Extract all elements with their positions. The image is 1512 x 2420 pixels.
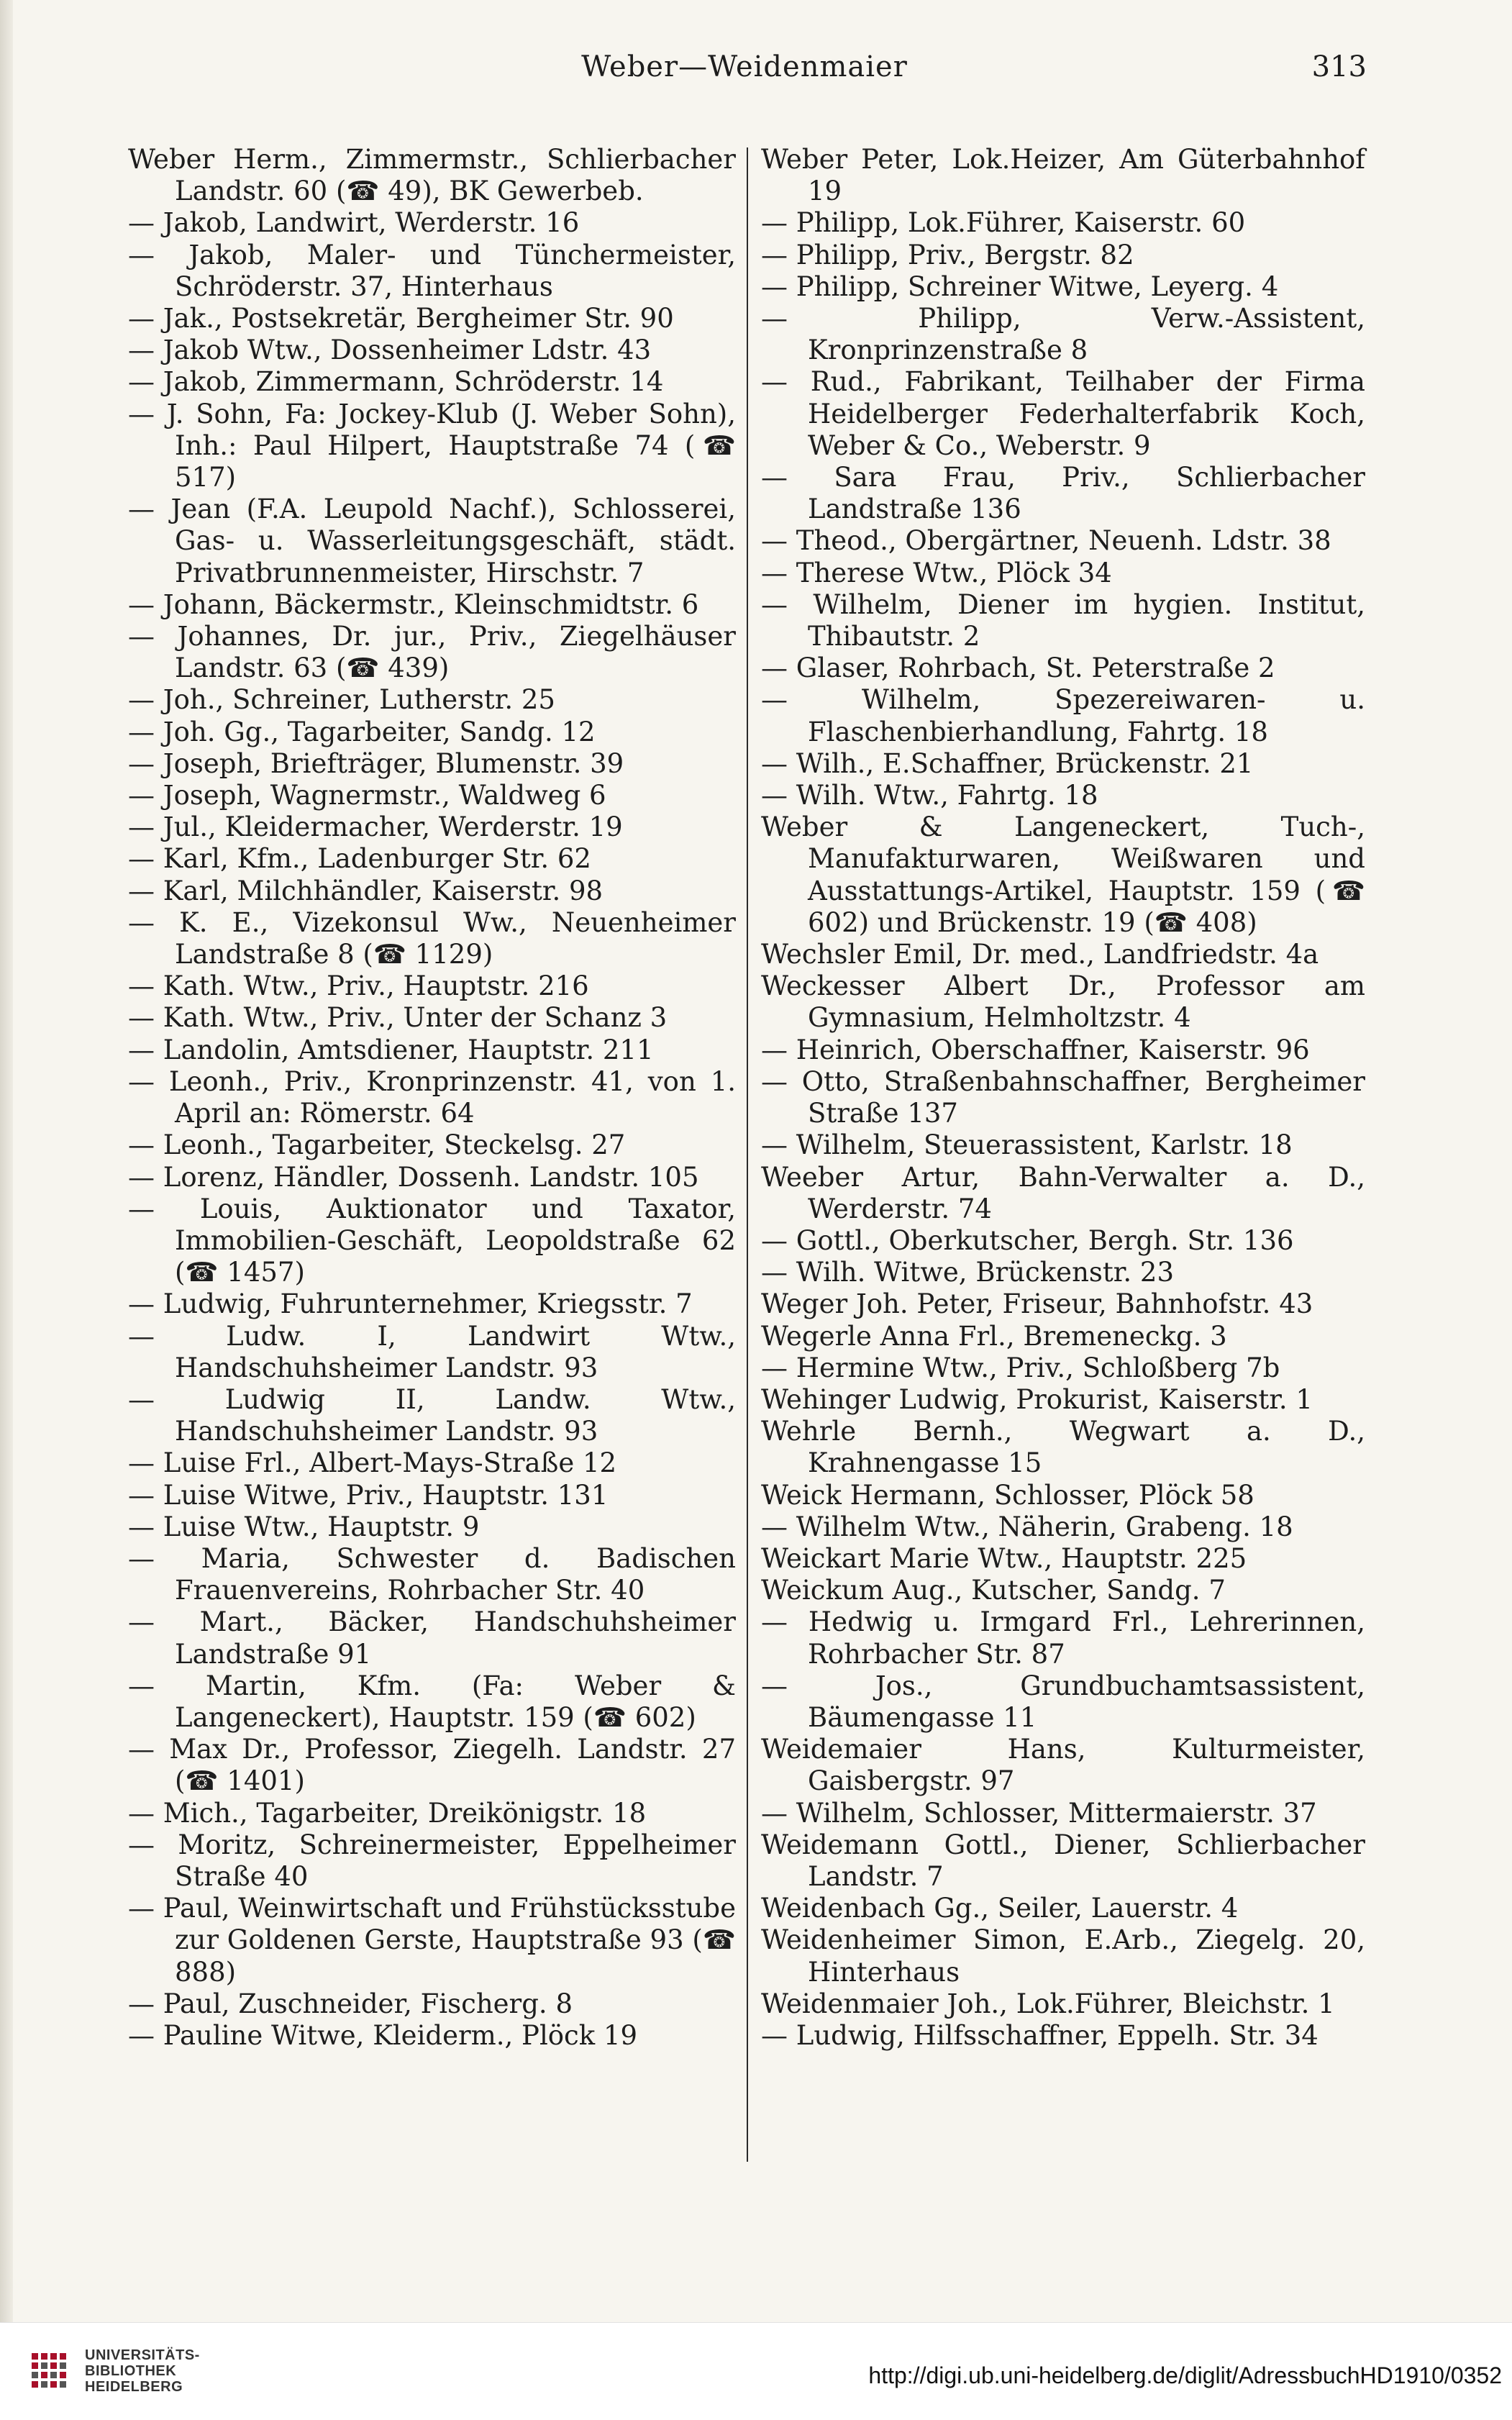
directory-entry: Weckesser Albert Dr., Professor am Gymnasium, Helmholtzstr. 4	[761, 970, 1365, 1034]
directory-entry: — Wilh. Wtw., Fahrtg. 18	[761, 780, 1098, 811]
directory-entry: — Moritz, Schreinermeister, Eppelheimer Straße 40	[128, 1829, 736, 1892]
directory-entry: — Theod., Obergärtner, Neuenh. Ldstr. 38	[761, 525, 1331, 557]
directory-entry: — Karl, Milchhändler, Kaiserstr. 98	[128, 875, 604, 906]
directory-entry: — Johann, Bäckermstr., Kleinschmidtstr. 6	[128, 588, 699, 620]
directory-entry: — Therese Wtw., Plöck 34	[761, 557, 1112, 588]
column-divider	[747, 147, 748, 2162]
directory-entry: — Jakob, Zimmermann, Schröderstr. 14	[128, 366, 664, 398]
library-logo-icon	[29, 2350, 72, 2393]
directory-entry: Wegerle Anna Frl., Bremeneckg. 3	[761, 1320, 1227, 1352]
directory-entry: Wehinger Ludwig, Prokurist, Kaiserstr. 1	[761, 1383, 1313, 1415]
directory-entry: Weickart Marie Wtw., Hauptstr. 225	[761, 1542, 1247, 1574]
library-name-line: UNIVERSITÄTS-	[85, 2347, 200, 2363]
directory-entry: — Maria, Schwester d. Badischen Frauenvereins, Rohrbacher Str. 40	[128, 1542, 736, 1606]
directory-entry: Wehrle Bernh., Wegwart a. D., Krahnengasse 15	[761, 1416, 1365, 1479]
directory-entry: — Landolin, Amtsdiener, Hauptstr. 211	[128, 1034, 654, 1065]
directory-entry: — Jak., Postsekretär, Bergheimer Str. 90	[128, 303, 674, 335]
directory-entry: — Mart., Bäcker, Handschuhsheimer Landstraße 91	[128, 1606, 736, 1670]
left-column	[128, 144, 736, 2173]
library-name-line: BIBLIOTHEK	[85, 2363, 177, 2379]
directory-entry: — Ludw. I, Landwirt Wtw., Handschuhsheimer Landstr. 93	[128, 1320, 736, 1383]
directory-entry: — J. Sohn, Fa: Jockey-Klub (J. Weber Sohn), Inh.: Paul Hilpert, Hauptstraße 74 (☎ 517)	[128, 398, 736, 493]
directory-entry: — Gottl., Oberkutscher, Bergh. Str. 136	[761, 1224, 1294, 1256]
directory-entry: — Otto, Straßenbahnschaffner, Bergheimer Straße 137	[761, 1065, 1365, 1129]
page-number: 313	[1311, 50, 1367, 83]
library-name-line: HEIDELBERG	[85, 2379, 183, 2395]
directory-entry: Weber Herm., Zimmermstr., Schlierbacher Landstr. 60 (☎ 49), BK Gewerbeb.	[128, 144, 736, 207]
directory-entry: Weidenmaier Joh., Lok.Führer, Bleichstr. 1	[761, 1988, 1335, 2019]
directory-entry: Weber Peter, Lok.Heizer, Am Güterbahnhof 19	[761, 144, 1365, 207]
directory-entry: — Jul., Kleidermacher, Werderstr. 19	[128, 811, 623, 843]
directory-entry: — Jean (F.A. Leupold Nachf.), Schlosserei, Gas- u. Wasserleitungsgeschäft, städt. Privatbrunnenmeister, Hirschstr. 7	[128, 493, 736, 588]
directory-entry: — Joseph, Briefträger, Blumenstr. 39	[128, 747, 624, 779]
footer-bar	[0, 2322, 1512, 2420]
page-header	[122, 50, 1367, 94]
directory-entry: — Wilhelm, Diener im hygien. Institut, Thibautstr. 2	[761, 588, 1365, 652]
directory-entry: — Ludwig, Fuhrunternehmer, Kriegsstr. 7	[128, 1288, 693, 1320]
directory-entry: — Hermine Wtw., Priv., Schloßberg 7b	[761, 1352, 1280, 1383]
directory-entry: — Wilhelm, Spezereiwaren- u. Flaschenbierhandlung, Fahrtg. 18	[761, 684, 1365, 747]
directory-entry: — Joseph, Wagnermstr., Waldweg 6	[128, 780, 606, 811]
directory-entry: — Philipp, Verw.-Assistent, Kronprinzenstraße 8	[761, 303, 1365, 366]
directory-entry: Weidemaier Hans, Kulturmeister, Gaisbergstr. 97	[761, 1734, 1365, 1797]
directory-entry: — Leonh., Priv., Kronprinzenstr. 41, von 1. April an: Römerstr. 64	[128, 1065, 736, 1129]
directory-entry: — Lorenz, Händler, Dossenh. Landstr. 105	[128, 1161, 699, 1193]
directory-entry: Weidenheimer Simon, E.Arb., Ziegelg. 20, Hinterhaus	[761, 1924, 1365, 1988]
directory-entry: — K. E., Vizekonsul Ww., Neuenheimer Landstraße 8 (☎ 1129)	[128, 906, 736, 970]
directory-entry: — Jakob Wtw., Dossenheimer Ldstr. 43	[128, 335, 652, 366]
directory-entry: — Philipp, Lok.Führer, Kaiserstr. 60	[761, 207, 1246, 239]
directory-entry: Weber & Langeneckert, Tuch-, Manufakturwaren, Weißwaren und Ausstattungs-Artikel, Hauptstr. 159 (☎ 602) und Brückenstr. 19 (☎ 408)	[761, 811, 1365, 938]
directory-entry: — Luise Frl., Albert-Mays-Straße 12	[128, 1447, 617, 1479]
directory-entry: — Paul, Weinwirtschaft und Frühstücksstube zur Goldenen Gerste, Hauptstraße 93 (☎ 888)	[128, 1893, 737, 1988]
directory-entry: — Wilhelm Wtw., Näherin, Grabeng. 18	[761, 1511, 1293, 1542]
directory-entry: — Mich., Tagarbeiter, Dreikönigstr. 18	[128, 1797, 647, 1829]
directory-entry: Weger Joh. Peter, Friseur, Bahnhofstr. 43	[761, 1288, 1313, 1320]
directory-entry: — Paul, Zuschneider, Fischerg. 8	[128, 1988, 573, 2019]
directory-entry: — Jakob, Landwirt, Werderstr. 16	[128, 207, 580, 239]
directory-entry: — Kath. Wtw., Priv., Unter der Schanz 3	[128, 1002, 668, 1034]
running-title: Weber—Weidenmaier	[581, 50, 908, 83]
directory-entry: — Wilh., E.Schaffner, Brückenstr. 21	[761, 747, 1254, 779]
directory-entry: — Max Dr., Professor, Ziegelh. Landstr. 27 (☎ 1401)	[128, 1734, 736, 1797]
directory-entry: — Luise Wtw., Hauptstr. 9	[128, 1511, 480, 1542]
directory-entry: — Kath. Wtw., Priv., Hauptstr. 216	[128, 970, 589, 1002]
directory-entry: — Ludwig II, Landw. Wtw., Handschuhsheimer Landstr. 93	[128, 1383, 736, 1447]
directory-entry: Weidenbach Gg., Seiler, Lauerstr. 4	[761, 1893, 1239, 1924]
directory-entry: — Wilhelm, Steuerassistent, Karlstr. 18	[761, 1129, 1293, 1161]
directory-entry: — Joh. Gg., Tagarbeiter, Sandg. 12	[128, 716, 596, 747]
scan-edge	[0, 0, 13, 2419]
directory-entry: — Philipp, Priv., Bergstr. 82	[761, 239, 1134, 270]
directory-entry: — Rud., Fabrikant, Teilhaber der Firma Heidelberger Federhalterfabrik Koch, Weber & Co., Weberstr. 9	[761, 366, 1365, 461]
directory-entry: — Joh., Schreiner, Lutherstr. 25	[128, 684, 555, 716]
directory-entry: Wechsler Emil, Dr. med., Landfriedstr. 4a	[761, 939, 1319, 970]
directory-entry: Weick Hermann, Schlosser, Plöck 58	[761, 1479, 1254, 1511]
directory-entry: — Philipp, Schreiner Witwe, Leyerg. 4	[761, 270, 1279, 302]
directory-entry: Weickum Aug., Kutscher, Sandg. 7	[761, 1575, 1226, 1606]
right-column	[761, 144, 1365, 2173]
directory-entry: — Leonh., Tagarbeiter, Steckelsg. 27	[128, 1129, 626, 1161]
directory-entry: Weeber Artur, Bahn-Verwalter a. D., Werderstr. 74	[761, 1161, 1365, 1224]
directory-entry: — Louis, Auktionator und Taxator, Immobilien-Geschäft, Leopoldstraße 62 (☎ 1457)	[128, 1193, 736, 1288]
source-url-link[interactable]: http://digi.ub.uni-heidelberg.de/diglit/AdressbuchHD1910/0352	[868, 2362, 1502, 2388]
directory-entry: — Karl, Kfm., Ladenburger Str. 62	[128, 843, 591, 875]
library-name	[85, 2347, 200, 2395]
directory-entry: — Wilhelm, Schlosser, Mittermaierstr. 37	[761, 1797, 1317, 1829]
directory-entry: — Jos., Grundbuchamtsassistent, Bäumengasse 11	[761, 1670, 1365, 1733]
directory-entry: — Wilh. Witwe, Brückenstr. 23	[761, 1257, 1174, 1288]
directory-entry: — Johannes, Dr. jur., Priv., Ziegelhäuser Landstr. 63 (☎ 439)	[128, 621, 736, 684]
directory-entry: — Glaser, Rohrbach, St. Peterstraße 2	[761, 652, 1275, 684]
directory-entry: — Martin, Kfm. (Fa: Weber & Langeneckert), Hauptstr. 159 (☎ 602)	[128, 1670, 736, 1733]
directory-entry: — Heinrich, Oberschaffner, Kaiserstr. 96	[761, 1034, 1310, 1065]
directory-entry: — Jakob, Maler- und Tünchermeister, Schröderstr. 37, Hinterhaus	[128, 239, 736, 302]
directory-entry: — Hedwig u. Irmgard Frl., Lehrerinnen, Rohrbacher Str. 87	[761, 1606, 1365, 1670]
directory-entry: — Ludwig, Hilfsschaffner, Eppelh. Str. 34	[761, 2019, 1319, 2051]
directory-entry: — Pauline Witwe, Kleiderm., Plöck 19	[128, 2019, 638, 2051]
directory-entry: — Luise Witwe, Priv., Hauptstr. 131	[128, 1479, 609, 1511]
directory-entry: Weidemann Gottl., Diener, Schlierbacher Landstr. 7	[761, 1829, 1365, 1892]
directory-entry: — Sara Frau, Priv., Schlierbacher Landstraße 136	[761, 462, 1365, 525]
